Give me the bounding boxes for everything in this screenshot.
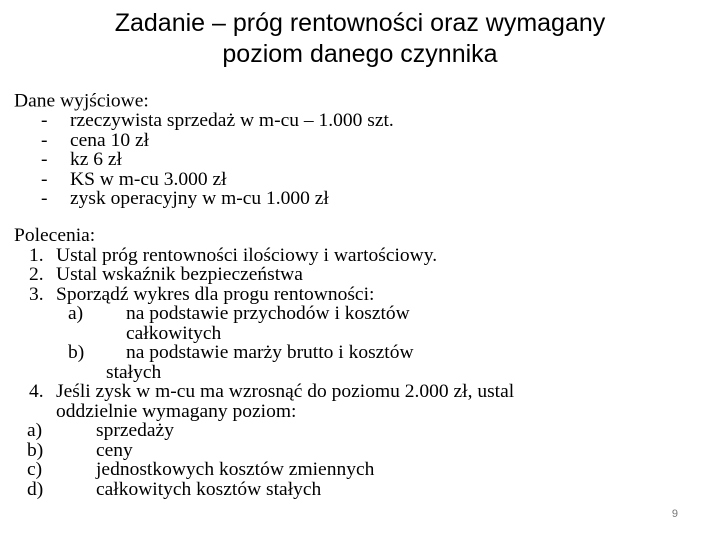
option-text: jednostkowych kosztów zmiennych [96,459,375,480]
option-item [14,480,704,499]
slide-title [60,8,660,70]
task-item [14,266,704,285]
option-marker: d) [27,479,44,500]
list-item [14,151,704,170]
task-number: 3. [29,284,44,305]
list-item-text: kz 6 zł [70,149,122,170]
page-number: 9 [671,508,678,520]
task-text: oddzielnie wymagany poziom: [56,401,297,422]
subtask-text: całkowitych [126,323,222,344]
list-item-text: rzeczywista sprzedaż w m-cu – 1.000 szt. [70,111,394,131]
list-marker: - [41,169,48,190]
task-number: 1. [29,245,44,266]
task-text: Jeśli zysk w m-cu ma wzrosnąć do poziomu 2.000 zł, ustal [56,381,515,402]
subtask-text: na podstawie marży brutto i kosztów [126,342,414,363]
given-data-heading: Dane wyjściowe: [14,91,149,111]
task-text: Sporządź wykres dla progu rentowności: [56,284,375,305]
task-document [14,92,704,500]
list-item-text: zysk operacyjny w m-cu 1.000 zł [70,188,329,209]
task-text: Ustal wskaźnik bezpieczeństwa [56,264,303,285]
list-item [14,112,704,131]
slide-title-line-2: poziom danego czynnika [222,40,498,68]
task-number: 4. [29,381,44,402]
task-item [14,383,704,402]
list-marker: - [41,130,48,151]
list-item-text: KS w m-cu 3.000 zł [70,169,227,190]
task-number: 2. [29,264,44,285]
task-item [14,285,704,304]
subtask-text: stałych [106,362,162,383]
subtask-text: na podstawie przychodów i kosztów [126,303,410,324]
task-text: Ustal próg rentowności ilościowy i wartościowy. [56,245,438,266]
option-item [14,422,704,441]
list-item-text: cena 10 zł [70,130,150,151]
list-marker: - [41,188,48,209]
option-marker: a) [27,420,43,441]
list-item [14,131,704,150]
task-item [14,246,704,265]
option-text: całkowitych kosztów stałych [96,479,322,500]
option-text: ceny [96,440,133,461]
list-marker: - [41,111,48,131]
option-text: sprzedaży [96,420,174,441]
slide-title-line-1: Zadanie – próg rentowności oraz wymagany [114,9,606,37]
subtask-item [14,305,704,324]
tasks-heading: Polecenia: [14,225,96,246]
subtask-marker: a) [68,303,84,324]
subtask-marker: b) [68,342,85,363]
subtask-continuation [14,363,704,382]
option-marker: c) [27,459,43,480]
subtask-continuation [14,324,704,343]
task-continuation [14,402,704,421]
subtask-item [14,344,704,363]
option-item [14,441,704,460]
list-marker: - [41,149,48,170]
option-item [14,461,704,480]
option-marker: b) [27,440,44,461]
list-item [14,190,704,209]
list-item [14,170,704,189]
